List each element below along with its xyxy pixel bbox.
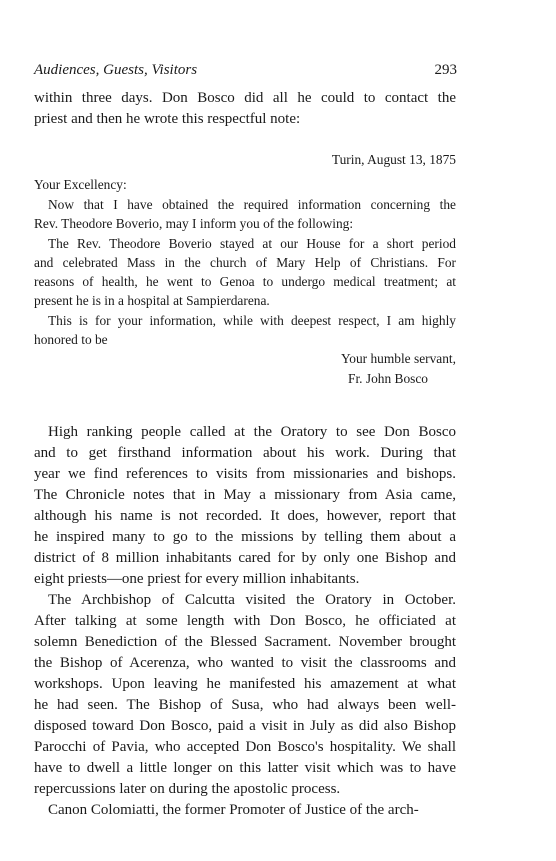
text-line: disposed toward Don Bosco, paid a visit in July as did also Bishop	[34, 718, 456, 734]
letter-line: Now that I have obtained the required information concerning the	[48, 197, 456, 212]
running-title: Audiences, Guests, Visitors	[34, 62, 198, 78]
text-line: he inspired many to go to the missions by telling them about a	[34, 529, 456, 545]
letter-body	[34, 195, 456, 349]
letter-closing: Your humble servant,	[340, 351, 456, 366]
text-line: the Bishop of Acerenza, who wanted to visit the classrooms and	[34, 655, 456, 671]
letter-closing-block	[34, 349, 456, 389]
text-line: he had seen. The Bishop of Susa, who had always been well-	[34, 697, 456, 713]
text-line: repercussions later on during the apostolic process.	[34, 781, 341, 797]
letter-place-date: Turin, August 13, 1875	[331, 152, 456, 167]
letter-line: reasons of health, he went to Genoa to undergo medical treatment; at	[34, 274, 456, 290]
text-line: workshops. Upon leaving he manifested his amazement at what	[34, 676, 456, 692]
main-text	[34, 422, 456, 821]
letter-line: Rev. Theodore Boverio, may I inform you of the following:	[34, 216, 354, 232]
text-line: year we find references to visits from missionaries and bishops.	[34, 466, 456, 482]
text-line: although his name is not recorded. It does, however, report that	[34, 508, 456, 524]
running-header	[34, 62, 457, 82]
letter-line: present he is in a hospital at Sampierdarena.	[34, 293, 270, 309]
letter-line: This is for your information, while with deepest respect, I am highly	[48, 312, 456, 328]
letter-salutation-block	[34, 175, 456, 194]
text-line: The Chronicle notes that in May a missionary from Asia came,	[34, 487, 456, 503]
text-line: solemn Benediction of the Blessed Sacrament. November brought	[34, 634, 456, 650]
text-line: priest and then he wrote this respectful note:	[34, 111, 301, 127]
text-line: and to get firsthand information about his work. During that	[34, 445, 456, 461]
text-line: Canon Colomiatti, the former Promoter of Justice of the arch-	[48, 802, 419, 818]
page-number: 293	[434, 62, 457, 78]
letter-salutation: Your Excellency:	[34, 177, 127, 192]
letter-line: The Rev. Theodore Boverio stayed at our House for a short period	[48, 235, 456, 251]
text-line: have to dwell a little longer on this latter visit which was to have	[34, 760, 456, 776]
text-line: district of 8 million inhabitants cared for by only one Bishop and	[34, 550, 456, 566]
text-line: eight priests—one priest for every million inhabitants.	[34, 571, 360, 587]
text-line: After talking at some length with Don Bosco, he officiated at	[34, 613, 456, 629]
text-line: The Archbishop of Calcutta visited the Oratory in October.	[48, 592, 456, 608]
text-line: Parocchi of Pavia, who accepted Don Bosco's hospitality. We shall	[34, 739, 456, 755]
text-line: High ranking people called at the Oratory to see Don Bosco	[48, 424, 456, 440]
letter-signature: Fr. John Bosco	[348, 371, 428, 386]
letter-line: honored to be	[34, 332, 108, 348]
letter-line: and celebrated Mass in the church of Mary Help of Christians. For	[34, 254, 456, 270]
text-line: within three days. Don Bosco did all he could to contact the	[34, 90, 456, 106]
intro-paragraph	[34, 88, 456, 130]
letter-dateline	[34, 150, 456, 170]
